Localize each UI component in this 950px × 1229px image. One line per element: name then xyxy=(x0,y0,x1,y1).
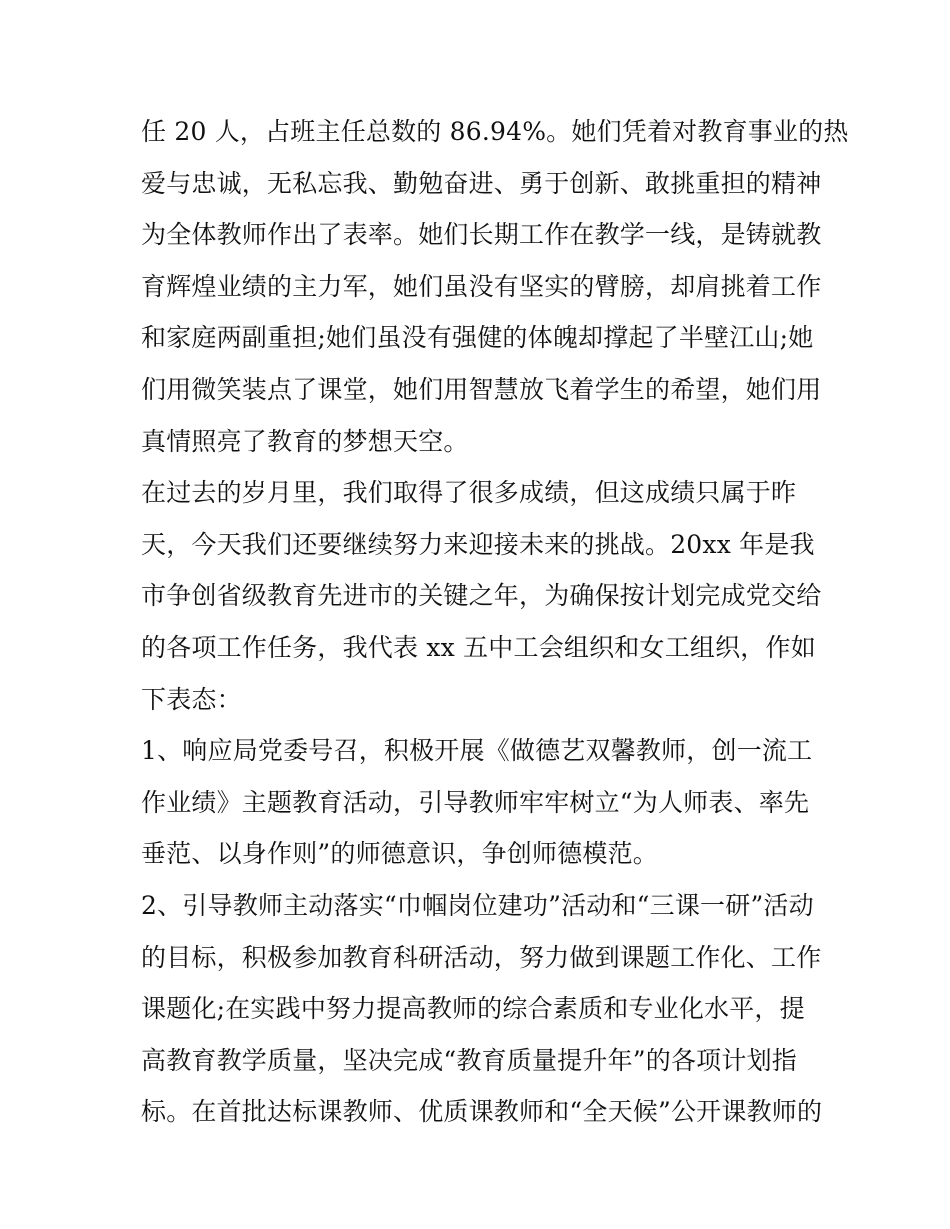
text-line: 爱与忠诚，无私忘我、勤勉奋进、勇于创新、敢挑重担的精神 xyxy=(141,168,822,198)
text-line: 们用微笑装点了课堂，她们用智慧放飞着学生的希望，她们用 xyxy=(141,374,822,404)
text-line: 真情照亮了教育的梦想天空。 xyxy=(141,426,469,456)
text-line: 下表态： xyxy=(141,684,242,714)
text-line: 任 20 人，占班主任总数的 86.94%。她们凭着对教育事业的热 xyxy=(141,117,849,146)
document-body xyxy=(141,106,849,1138)
text-line: 育辉煌业绩的主力军，她们虽没有坚实的臂膀，却肩挑着工作 xyxy=(141,271,822,301)
text-line: 标。在首批达标课教师、优质课教师和“全天候”公开课教师的 xyxy=(141,1097,823,1127)
text-line: 的目标，积极参加教育科研活动，努力做到课题工作化、工作 xyxy=(141,942,822,972)
text-line: 2、引导教师主动落实“巾帼岗位建功”活动和“三课一研”活动 xyxy=(141,890,814,920)
text-line: 垂范、以身作则”的师德意识，争创师德模范。 xyxy=(141,839,658,869)
text-line: 为全体教师作出了表率。她们长期工作在教学一线，是铸就教 xyxy=(141,220,822,250)
text-line: 在过去的岁月里，我们取得了很多成绩，但这成绩只属于昨 xyxy=(141,478,797,508)
text-line: 市争创省级教育先进市的关键之年，为确保按计划完成党交给 xyxy=(141,581,822,611)
text-line: 高教育教学质量，坚决完成“教育质量提升年”的各项计划指 xyxy=(141,1045,797,1075)
text-line: 课题化;在实践中努力提高教师的综合素质和专业化水平，提 xyxy=(141,994,805,1024)
text-line: 天，今天我们还要继续努力来迎接未来的挑战。20xx 年是我 xyxy=(141,529,815,559)
text-line: 1、响应局党委号召，积极开展《做德艺双馨教师，创一流工 xyxy=(141,736,813,766)
text-line: 作业绩》主题教育活动，引导教师牢牢树立“为人师表、率先 xyxy=(141,787,810,817)
text-line: 的各项工作任务，我代表 xx 五中工会组织和女工组织，作如 xyxy=(141,632,816,662)
text-line: 和家庭两副重担;她们虽没有强健的体魄却撑起了半壁江山;她 xyxy=(141,323,814,353)
